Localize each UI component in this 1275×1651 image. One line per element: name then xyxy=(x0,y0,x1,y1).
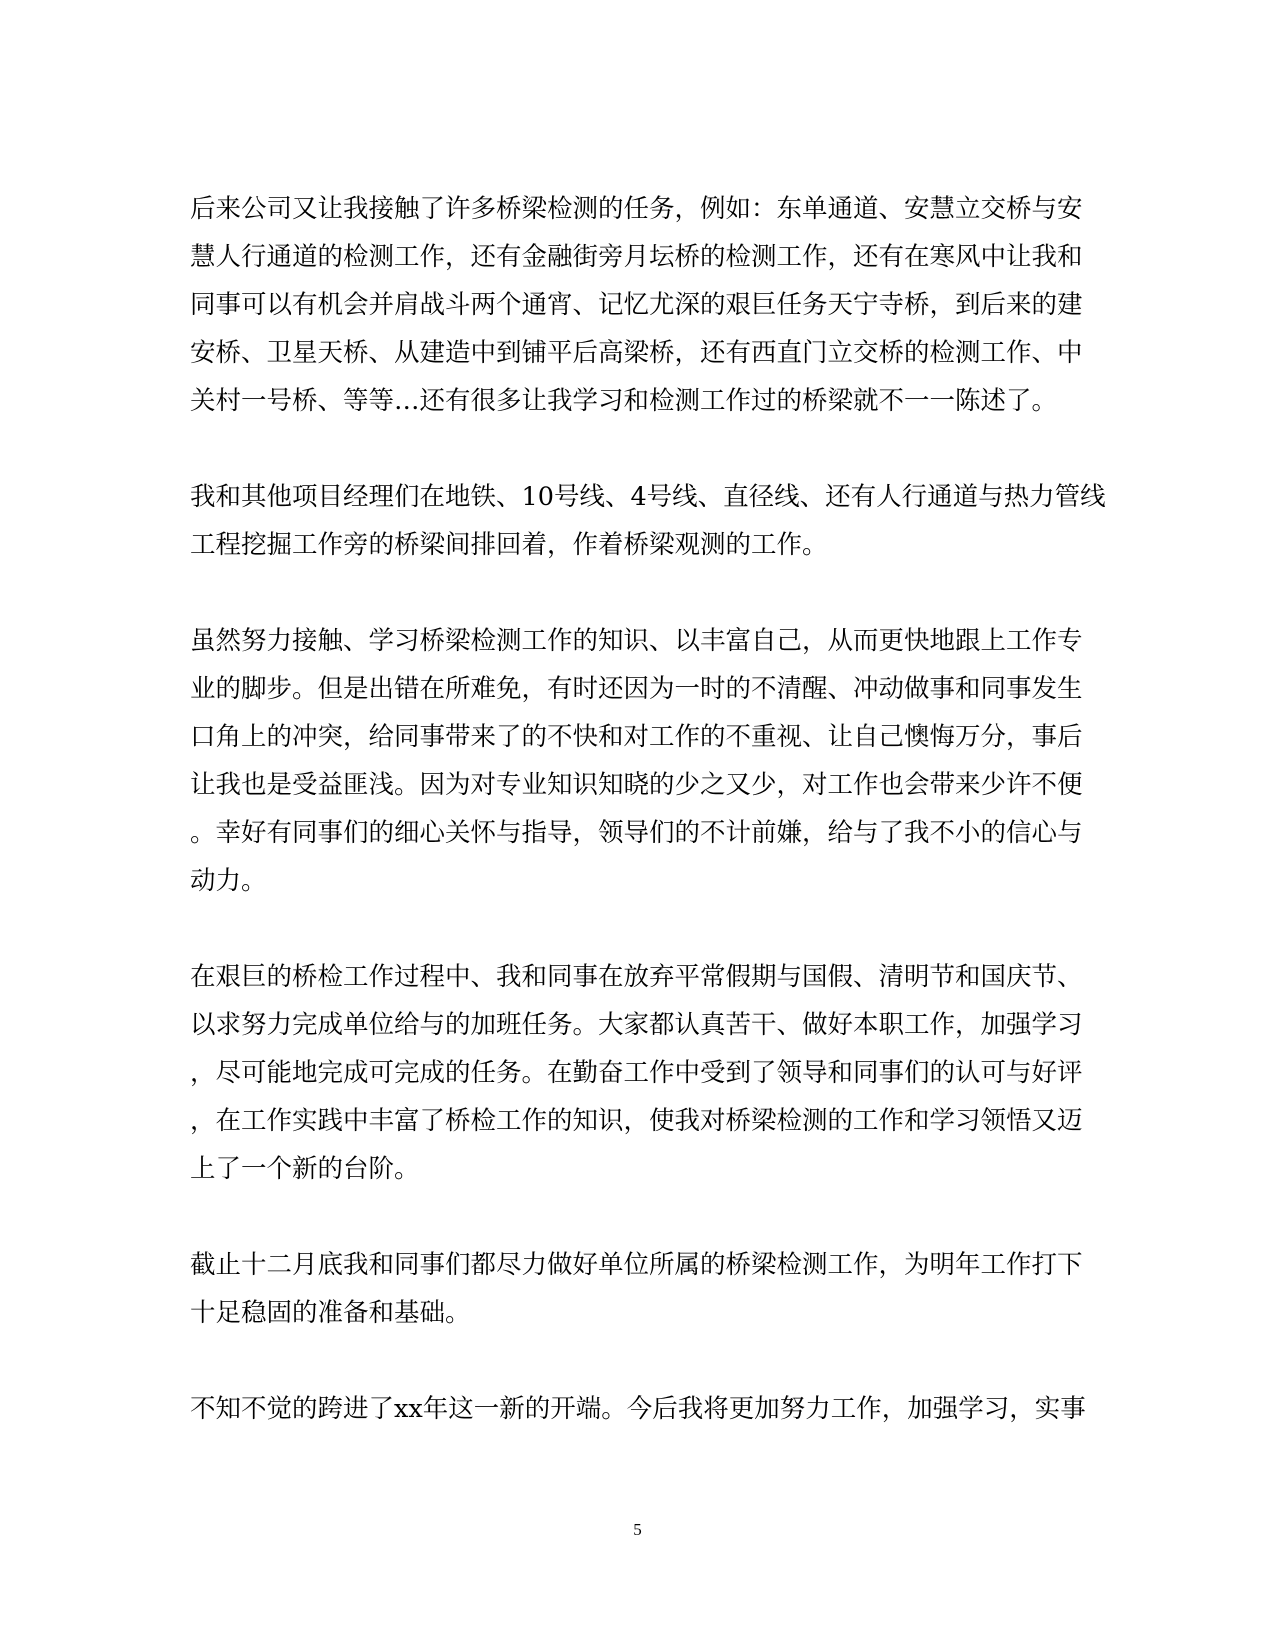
paragraph-line: 以求努力完成单位给与的加班任务。大家都认真苦干、做好本职工作，加强学习 xyxy=(190,1010,1083,1040)
paragraph-line: 上了一个新的台阶。 xyxy=(190,1154,420,1184)
paragraph-line: 关村一号桥、等等…还有很多让我学习和检测工作过的桥梁就不一一陈述了。 xyxy=(190,386,1058,416)
paragraph-line: 后来公司又让我接触了许多桥梁检测的任务，例如：东单通道、安慧立交桥与安 xyxy=(190,194,1083,224)
paragraph-line: 截止十二月底我和同事们都尽力做好单位所属的桥梁检测工作，为明年工作打下 xyxy=(190,1250,1083,1280)
paragraph-subway-lines xyxy=(190,473,1106,569)
paragraph-line: 虽然努力接触、学习桥梁检测工作的知识、以丰富自己，从而更快地跟上工作专 xyxy=(190,626,1083,656)
paragraph-learning-mistakes xyxy=(190,617,1090,905)
paragraph-line: 动力。 xyxy=(190,866,267,896)
paragraph-line: 让我也是受益匪浅。因为对专业知识知晓的少之又少，对工作也会带来少许不便 xyxy=(190,770,1083,800)
paragraph-line: 慧人行通道的检测工作，还有金融街旁月坛桥的检测工作，还有在寒风中让我和 xyxy=(190,242,1083,272)
page-number: 5 xyxy=(633,1520,642,1539)
paragraph-bridge-inspection-tasks xyxy=(190,185,1090,425)
paragraph-new-year xyxy=(190,1385,1090,1433)
paragraph-line: 不知不觉的跨进了xx年这一新的开端。今后我将更加努力工作，加强学习，实事 xyxy=(190,1394,1086,1424)
paragraph-line: 我和其他项目经理们在地铁、10号线、4号线、直径线、还有人行通道与热力管线 xyxy=(190,482,1106,512)
paragraph-line: 。幸好有同事们的细心关怀与指导，领导们的不计前嫌，给与了我不小的信心与 xyxy=(190,818,1083,848)
paragraph-line: 工程挖掘工作旁的桥梁间排回着，作着桥梁观测的工作。 xyxy=(190,530,828,560)
paragraph-line: ，在工作实践中丰富了桥检工作的知识，使我对桥梁检测的工作和学习领悟又迈 xyxy=(190,1106,1083,1136)
paragraph-line: ，尽可能地完成可完成的任务。在勤奋工作中受到了领导和同事们的认可与好评 xyxy=(190,1058,1083,1088)
paragraph-line: 业的脚步。但是出错在所难免，有时还因为一时的不清醒、冲动做事和同事发生 xyxy=(190,674,1083,704)
paragraph-line: 在艰巨的桥检工作过程中、我和同事在放弃平常假期与国假、清明节和国庆节、 xyxy=(190,962,1083,992)
paragraph-overtime-work xyxy=(190,953,1090,1193)
paragraph-line: 口角上的冲突，给同事带来了的不快和对工作的不重视、让自己懊悔万分，事后 xyxy=(190,722,1083,752)
paragraph-line: 安桥、卫星天桥、从建造中到铺平后高梁桥，还有西直门立交桥的检测工作、中 xyxy=(190,338,1083,368)
paragraph-year-end xyxy=(190,1241,1090,1337)
paragraph-line: 十足稳固的准备和基础。 xyxy=(190,1298,471,1328)
paragraph-line: 同事可以有机会并肩战斗两个通宵、记忆尤深的艰巨任务天宁寺桥，到后来的建 xyxy=(190,290,1083,320)
